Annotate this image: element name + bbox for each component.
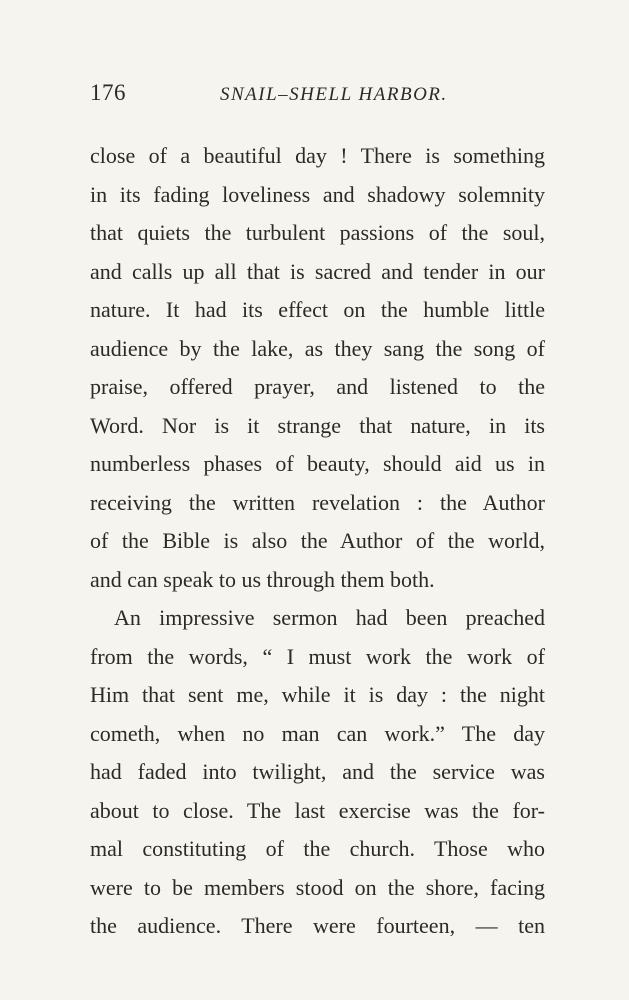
text-line: receiving the written revelation : the Author — [90, 489, 545, 515]
page-header — [90, 80, 550, 120]
text-line: cometh, when no man can work.” The day — [90, 720, 545, 746]
text-line: the audience. There were fourteen, — ten — [90, 913, 545, 938]
text-line: Him that sent me, while it is day : the night — [90, 682, 545, 707]
text-line: in its fading loveliness and shadowy solemnity — [90, 181, 545, 207]
text-line: mal constituting of the church. Those who — [90, 836, 545, 861]
text-line: about to close. The last exercise was the for- — [90, 797, 545, 823]
page-number: 176 — [90, 80, 126, 105]
text-line: of the Bible is also the Author of the world, — [90, 528, 545, 553]
text-line: numberless phases of beauty, should aid us in — [90, 451, 545, 476]
running-head: SNAIL–SHELL HARBOR. — [220, 84, 448, 105]
text-line: from the words, “ I must work the work of — [90, 643, 545, 669]
text-line: close of a beautiful day ! There is something — [90, 143, 545, 168]
text-line: praise, offered prayer, and listened to the — [90, 374, 545, 399]
text-line: were to be members stood on the shore, facing — [90, 874, 545, 900]
paragraph-last-line: and can speak to us through them both. — [90, 566, 435, 592]
text-line: had faded into twilight, and the service was — [90, 759, 545, 784]
text-line: and calls up all that is sacred and tender in our — [90, 258, 545, 284]
body-text — [90, 137, 545, 946]
text-line: Word. Nor is it strange that nature, in its — [90, 412, 545, 438]
text-line: nature. It had its effect on the humble little — [90, 297, 545, 322]
paragraph-first-line: An impressive sermon had been preached — [114, 605, 545, 630]
text-line: that quiets the turbulent passions of the soul, — [90, 220, 545, 245]
text-line: audience by the lake, as they sang the song of — [90, 335, 545, 361]
